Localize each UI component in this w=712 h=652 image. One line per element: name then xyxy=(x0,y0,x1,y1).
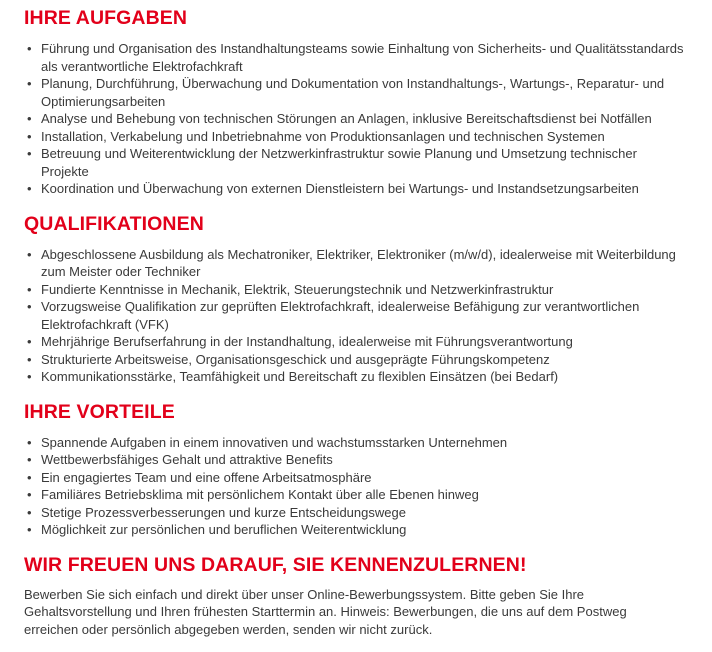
qualifications-heading: QUALIFIKATIONEN xyxy=(24,212,204,235)
list-item: • Analyse und Behebung von technischen Störungen an Anlagen, inklusive Bereitschaftsdienst bei Notfällen xyxy=(24,110,688,128)
benefits-heading: IHRE VORTEILE xyxy=(24,400,175,423)
list-item: • Vorzugsweise Qualifikation zur geprüften Elektrofachkraft, idealerweise Befähigung zur verantwortlichen Elektrofachkraft (VFK) xyxy=(24,298,688,333)
list-item: • Kommunikationsstärke, Teamfähigkeit und Bereitschaft zu flexiblen Einsätzen (bei Bedarf) xyxy=(24,368,688,386)
list-item: • Strukturierte Arbeitsweise, Organisationsgeschick und ausgeprägte Führungskompetenz xyxy=(24,351,688,369)
tasks-list xyxy=(24,40,688,198)
qualifications-section xyxy=(24,212,688,386)
list-item: • Koordination und Überwachung von externen Dienstleistern bei Wartungs- und Instandsetzungsarbeiten xyxy=(24,180,688,198)
list-item: • Stetige Prozessverbesserungen und kurze Entscheidungswege xyxy=(24,504,688,522)
benefits-list xyxy=(24,434,688,539)
list-item: • Führung und Organisation des Instandhaltungsteams sowie Einhaltung von Sicherheits- und Qualitätsstandards als verantwortliche Elektrofachkraft xyxy=(24,40,688,75)
list-item: • Installation, Verkabelung und Inbetriebnahme von Produktionsanlagen und technischen Systemen xyxy=(24,128,688,146)
list-item: • Abgeschlossene Ausbildung als Mechatroniker, Elektriker, Elektroniker (m/w/d), idealerweise mit Weiterbildung zum Meister oder Techniker xyxy=(24,246,688,281)
list-item: • Fundierte Kenntnisse in Mechanik, Elektrik, Steuerungstechnik und Netzwerkinfrastruktur xyxy=(24,281,688,299)
qualifications-list xyxy=(24,246,688,386)
list-item: • Betreuung und Weiterentwicklung der Netzwerkinfrastruktur sowie Planung und Umsetzung technischer Projekte xyxy=(24,145,688,180)
tasks-section xyxy=(24,6,688,198)
list-item: • Mehrjährige Berufserfahrung in der Instandhaltung, idealerweise mit Führungsverantwortung xyxy=(24,333,688,351)
closing-heading: WIR FREUEN UNS DARAUF, SIE KENNENZULERNEN! xyxy=(24,553,527,576)
list-item: • Planung, Durchführung, Überwachung und Dokumentation von Instandhaltungs-, Wartungs-, Reparatur- und Optimierungsarbeiten xyxy=(24,75,688,110)
list-item: • Familiäres Betriebsklima mit persönlichem Kontakt über alle Ebenen hinweg xyxy=(24,486,688,504)
list-item: • Ein engagiertes Team und eine offene Arbeitsatmosphäre xyxy=(24,469,688,487)
closing-text: Bewerben Sie sich einfach und direkt über unser Online-Bewerbungssystem. Bitte geben Sie Ihre Gehaltsvorstellung und Ihren frühesten Starttermin an. Hinweis: Bewerbungen, die uns auf dem Postweg erreichen oder persönlich abgegeben werden, senden wir nicht zurück. xyxy=(24,586,627,637)
list-item: • Spannende Aufgaben in einem innovativen und wachstumsstarken Unternehmen xyxy=(24,434,688,452)
benefits-section xyxy=(24,400,688,539)
list-item: • Möglichkeit zur persönlichen und beruflichen Weiterentwicklung xyxy=(24,521,688,539)
closing-section xyxy=(24,553,688,639)
list-item: • Wettbewerbsfähiges Gehalt und attraktive Benefits xyxy=(24,451,688,469)
tasks-heading: IHRE AUFGABEN xyxy=(24,7,188,29)
